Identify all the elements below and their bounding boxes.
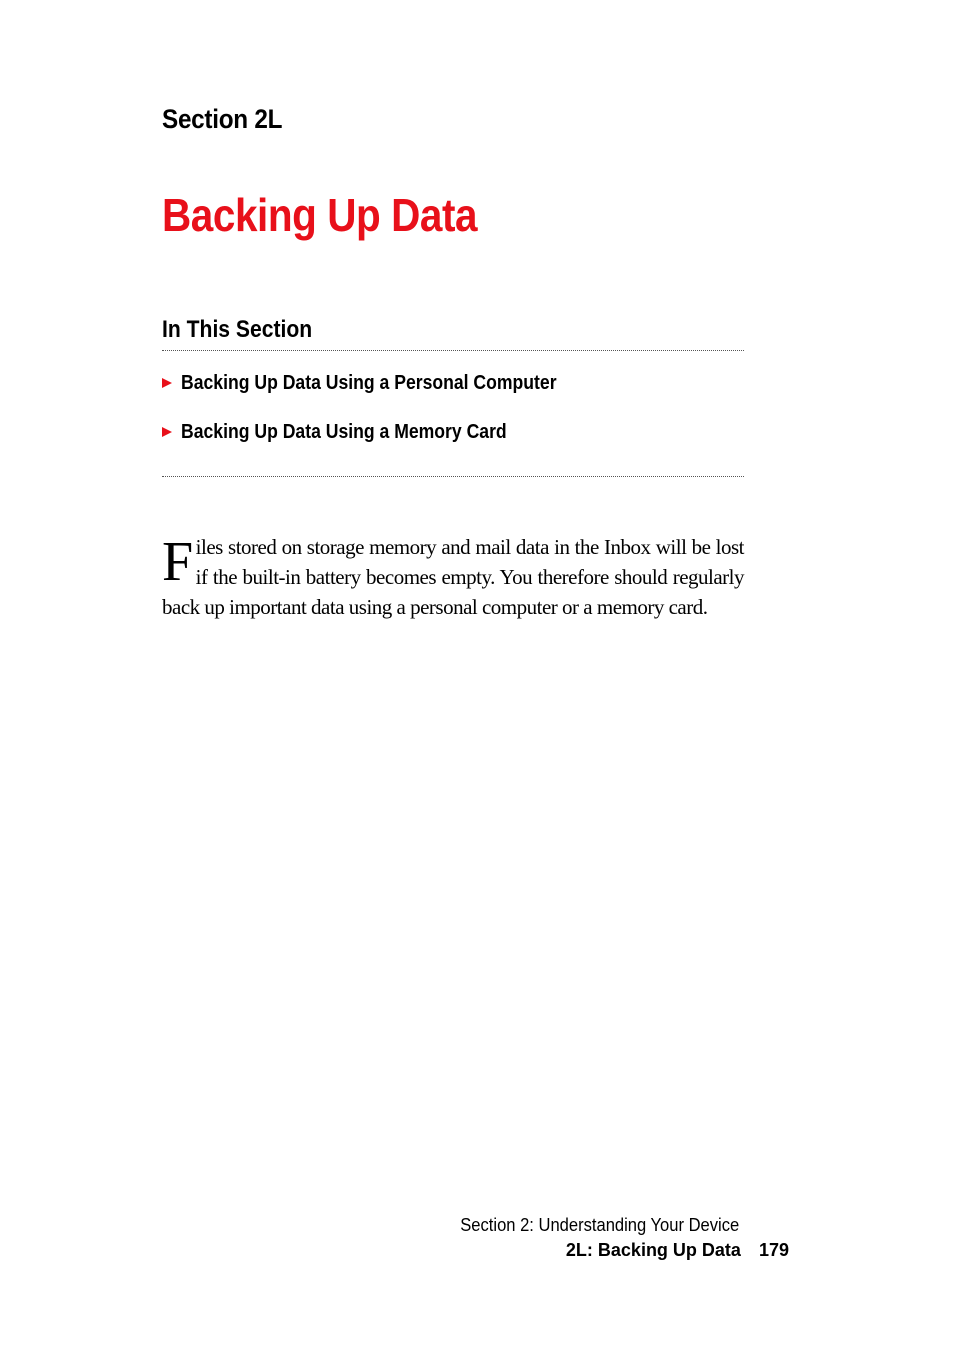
intro-paragraph [162, 532, 744, 622]
toc-bottom-divider [162, 476, 744, 477]
toc-heading: In This Section [162, 316, 313, 343]
page-number: 179 [758, 1240, 789, 1260]
footer-section-name: Section 2: Understanding Your Device [460, 1215, 739, 1235]
toc-item-label[interactable]: Backing Up Data Using a Personal Computer [181, 371, 557, 394]
footer-chapter-name: 2L: Backing Up Data [565, 1240, 741, 1260]
toc-item-label[interactable]: Backing Up Data Using a Memory Card [181, 420, 507, 443]
triangle-bullet-icon [162, 378, 172, 388]
toc-top-divider [162, 350, 744, 351]
triangle-bullet-icon [162, 427, 172, 437]
page-title: Backing Up Data [162, 189, 478, 241]
intro-paragraph-text: iles stored on storage memory and mail data in the Inbox will be lost if the built-in battery becomes empty. You therefore should regularly back up important data using a personal computer or a memory card. [162, 535, 744, 619]
section-label: Section 2L [162, 104, 283, 134]
footer-chapter-line [566, 1240, 789, 1261]
toc-item-memory-card[interactable] [162, 420, 551, 444]
drop-cap: F [162, 531, 193, 593]
toc-item-personal-computer[interactable] [162, 371, 608, 395]
